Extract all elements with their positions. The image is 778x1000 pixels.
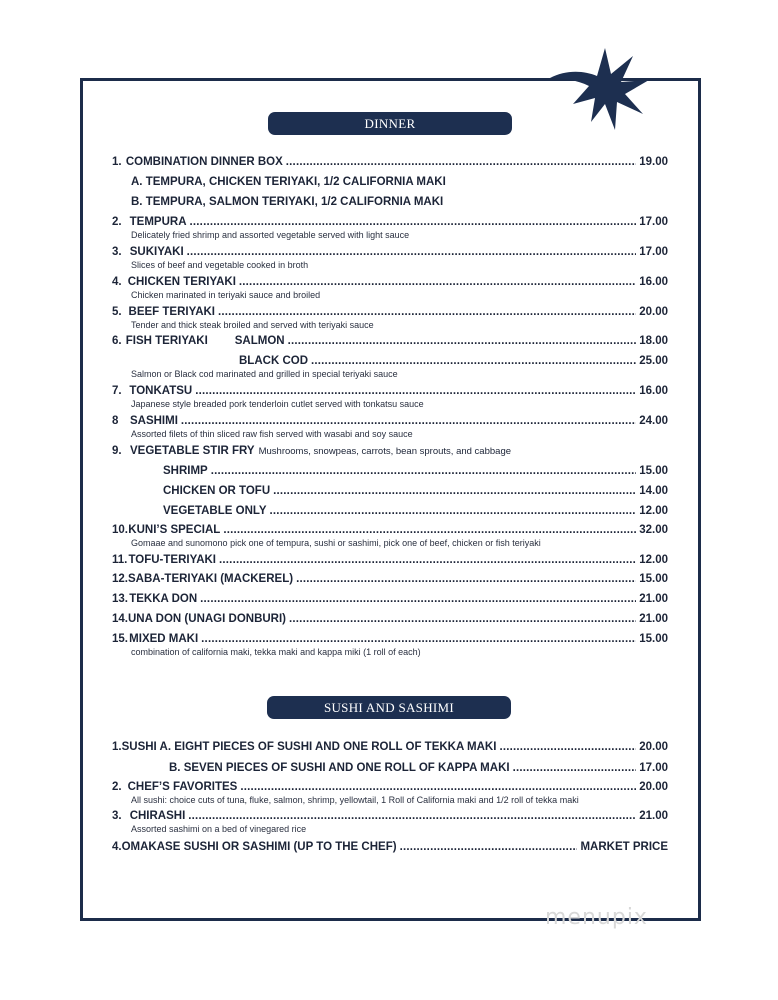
item-name: CHICKEN TERIYAKI [127, 276, 236, 288]
leader-dots [195, 384, 636, 399]
item-number: 2. [112, 216, 122, 228]
item-price: 21.00 [639, 810, 668, 822]
leader-dots [218, 305, 636, 320]
item-price: 12.00 [639, 554, 668, 566]
item-description: Delicately fried shrimp and assorted vegetable served with light sauce [131, 230, 410, 240]
item-price: 17.00 [639, 762, 668, 774]
item-number: 1. [112, 741, 122, 753]
item-name: SASHIMI [129, 415, 178, 427]
leader-dots [289, 612, 636, 627]
item-price: 16.00 [639, 276, 668, 288]
leader-dots [288, 334, 637, 349]
item-price: MARKET PRICE [580, 841, 668, 853]
menu-item [112, 572, 668, 587]
item-name: TOFU-TERIYAKI [128, 554, 217, 566]
item-number: 7. [112, 385, 122, 397]
leader-dots [201, 632, 636, 647]
leader-dots [286, 155, 636, 170]
item-number: 4. [112, 841, 122, 853]
item-name: TEMPURA [129, 216, 187, 228]
item-name: OMAKASE SUSHI OR SASHIMI (UP TO THE CHEF) [121, 841, 397, 853]
item-description: Salmon or Black cod marinated and grilled in special teriyaki sauce [131, 369, 398, 379]
item-name: FISH TERIYAKI [125, 335, 208, 347]
leader-dots [181, 414, 636, 429]
item-name: COMBINATION DINNER BOX [125, 156, 283, 168]
item-note: Mushrooms, snowpeas, carrots, bean sprouts, and cabbage [258, 446, 512, 457]
item-number: 5. [112, 306, 122, 318]
item-number: 6. [112, 335, 122, 347]
item-number: 12. [112, 573, 128, 585]
item-number: 10. [112, 524, 128, 536]
menu-item [112, 523, 668, 549]
item-name: KUNI’S SPECIAL [128, 524, 221, 536]
item-name: TONKATSU [129, 385, 193, 397]
item-price: 24.00 [639, 415, 668, 427]
item-price: 15.00 [639, 633, 668, 645]
item-number: 3. [112, 810, 122, 822]
menu-item [112, 632, 668, 658]
leader-dots [188, 809, 636, 824]
item-description: Gomaae and sunomono pick one of tempura, sushi or sashimi, pick one of beef, chicken or fish teriyaki [131, 538, 541, 548]
item-number: 14. [112, 613, 128, 625]
menu-item [112, 334, 668, 380]
item-option: SHRIMP [163, 465, 208, 477]
leader-dots [499, 740, 636, 755]
leader-dots [223, 523, 636, 538]
item-price: 14.00 [639, 485, 668, 497]
menu-item [112, 740, 668, 776]
item-name: BEEF TERIYAKI [128, 306, 215, 318]
item-description: Chicken marinated in teriyaki sauce and broiled [131, 290, 321, 300]
item-price: 20.00 [639, 781, 668, 793]
item-price: 19.00 [639, 156, 668, 168]
item-name: CHIRASHI [129, 810, 186, 822]
item-description: combination of california maki, tekka maki and kappa miki (1 roll of each) [131, 647, 421, 657]
combo-option-b: B. TEMPURA, SALMON TERIYAKI, 1/2 CALIFORNIA MAKI [131, 196, 444, 208]
menu-item [112, 809, 668, 835]
leader-dots [273, 484, 636, 499]
item-description: Assorted filets of thin sliced raw fish served with wasabi and soy sauce [131, 429, 413, 439]
item-price: 25.00 [639, 355, 668, 367]
item-number: 13. [112, 593, 128, 605]
item-name: MIXED MAKI [129, 633, 199, 645]
menu-item [112, 155, 668, 210]
item-name: TEKKA DON [129, 593, 198, 605]
menu-item [112, 275, 668, 301]
item-price: 12.00 [639, 505, 668, 517]
item-price: 20.00 [639, 741, 668, 753]
leader-dots [240, 780, 636, 795]
section-header-sushi: SUSHI AND SASHIMI [267, 696, 511, 719]
maple-leaf-icon [545, 44, 655, 134]
item-price: 15.00 [639, 573, 668, 585]
menu-item [112, 592, 668, 607]
item-price: 15.00 [639, 465, 668, 477]
leader-dots [219, 553, 636, 568]
leader-dots [187, 245, 637, 260]
item-price: 32.00 [639, 524, 668, 536]
item-option: B. SEVEN PIECES OF SUSHI AND ONE ROLL OF KAPPA MAKI [169, 762, 510, 774]
item-name: UNA DON (UNAGI DONBURI) [128, 613, 287, 625]
item-number: 4. [112, 276, 122, 288]
item-price: 21.00 [639, 593, 668, 605]
menu-item [112, 444, 668, 519]
item-price: 16.00 [639, 385, 668, 397]
item-number: 9. [112, 445, 122, 457]
menu-item [112, 245, 668, 271]
item-number: 1. [112, 156, 122, 168]
leader-dots [400, 840, 578, 855]
leader-dots [311, 354, 636, 369]
menu-item [112, 305, 668, 331]
menu-item [112, 384, 668, 410]
leader-dots [296, 572, 636, 587]
item-price: 17.00 [639, 216, 668, 228]
item-number: 2. [112, 781, 122, 793]
item-description: All sushi: choice cuts of tuna, fluke, salmon, shrimp, yellowtail, 1 Roll of California maki and 1/2 roll of tekka maki [131, 795, 579, 805]
leader-dots [239, 275, 636, 290]
menu-item [112, 612, 668, 627]
menu-item [112, 414, 668, 440]
watermark: menupix [545, 905, 648, 930]
item-description: Tender and thick steak broiled and served with teriyaki sauce [131, 320, 374, 330]
item-number: 8 [112, 415, 119, 427]
item-price: 21.00 [639, 613, 668, 625]
item-option: SALMON [234, 335, 285, 347]
item-description: Japanese style breaded pork tenderloin cutlet served with tonkatsu sauce [131, 399, 424, 409]
item-option: CHICKEN OR TOFU [163, 485, 271, 497]
menu-item [112, 780, 668, 806]
item-name: SUSHI A. EIGHT PIECES OF SUSHI AND ONE ROLL OF TEKKA MAKI [121, 741, 497, 753]
item-name: SABA-TERIYAKI (MACKEREL) [128, 573, 294, 585]
item-number: 15. [112, 633, 128, 645]
item-option: VEGETABLE ONLY [163, 505, 267, 517]
leader-dots [190, 215, 637, 230]
menu-item [112, 840, 668, 855]
item-price: 17.00 [639, 246, 668, 258]
item-option: BLACK COD [239, 355, 308, 367]
section-header-dinner: DINNER [268, 112, 512, 135]
item-price: 20.00 [639, 306, 668, 318]
item-description: Assorted sashimi on a bed of vinegared rice [131, 824, 307, 834]
item-number: 3. [112, 246, 122, 258]
combo-option-a: A. TEMPURA, CHICKEN TERIYAKI, 1/2 CALIFORNIA MAKI [131, 176, 446, 188]
item-name: SUKIYAKI [129, 246, 184, 258]
leader-dots [200, 592, 636, 607]
menu-item [112, 553, 668, 568]
leader-dots [513, 761, 637, 776]
item-description: Slices of beef and vegetable cooked in broth [131, 260, 309, 270]
leader-dots [211, 464, 636, 479]
item-name: CHEF’S FAVORITES [127, 781, 238, 793]
item-price: 18.00 [639, 335, 668, 347]
leader-dots [270, 504, 637, 519]
menu-item [112, 215, 668, 241]
item-number: 11. [112, 554, 128, 566]
item-name: VEGETABLE STIR FRY [130, 445, 255, 457]
